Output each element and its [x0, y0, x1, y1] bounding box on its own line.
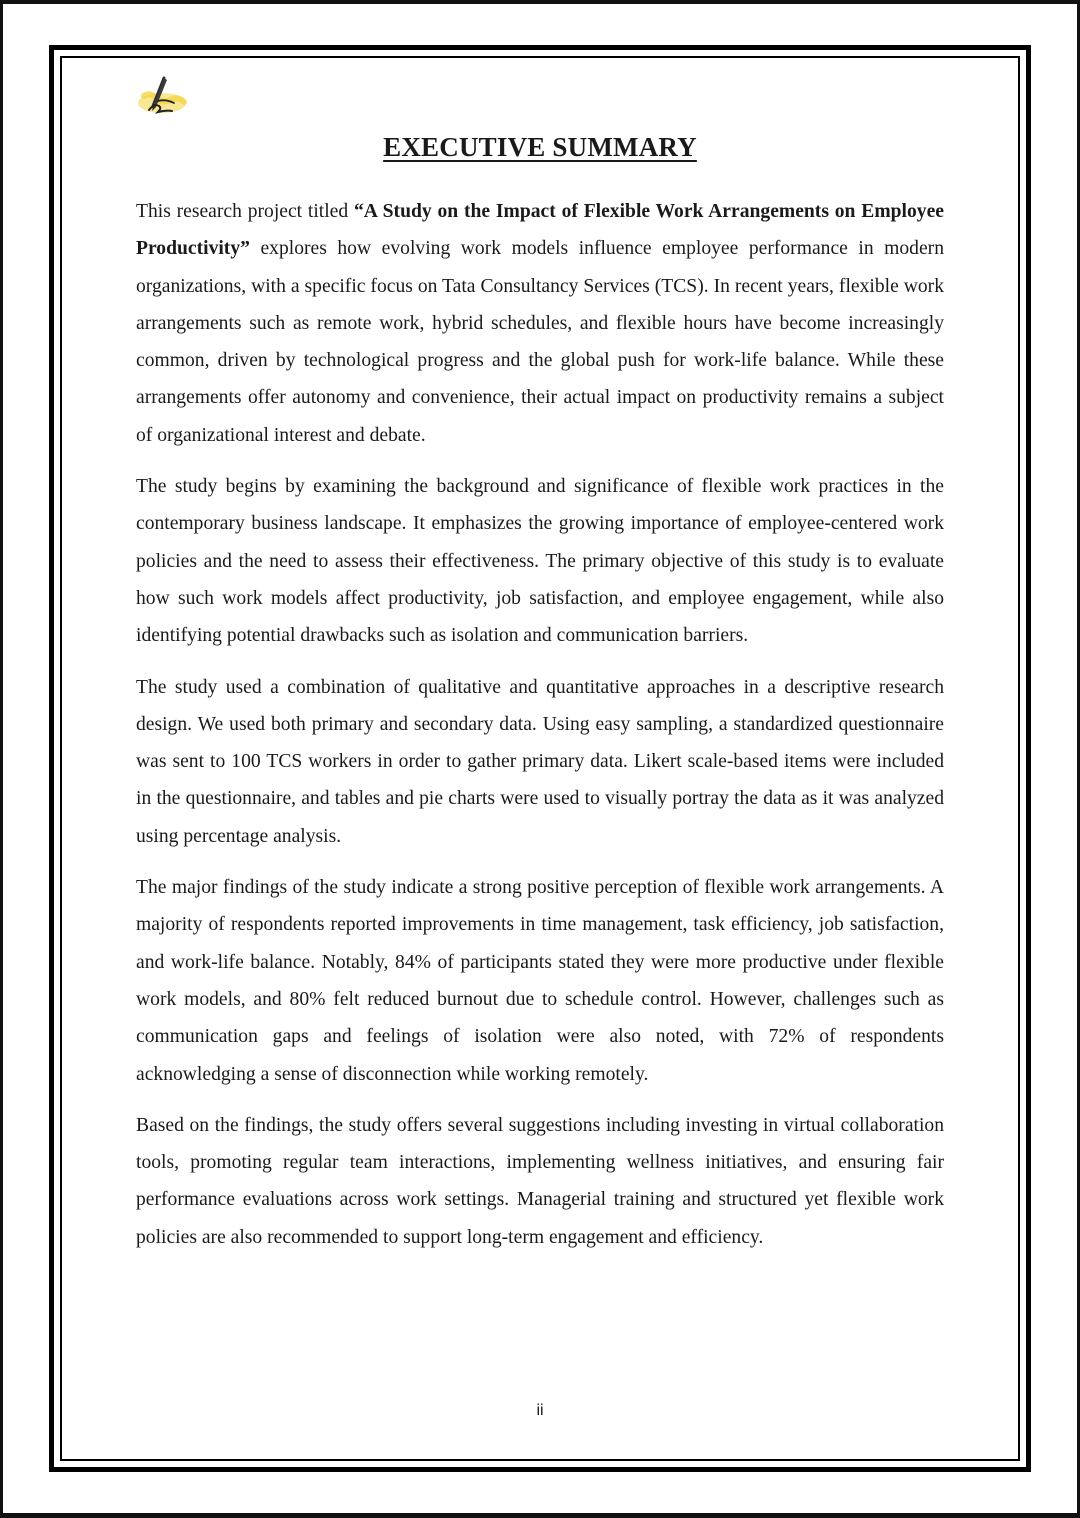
summary-body	[136, 193, 944, 1270]
paragraph-intro	[136, 193, 944, 454]
paragraph-background: The study begins by examining the background and significance of flexible work practices in the contemporary business landscape. It emphasizes the growing importance of employee-centered work policies and the need to assess their effectiveness. The primary objective of this study is to evaluate how such work models affect productivity, job satisfaction, and employee engagement, while also identifying potential drawbacks such as isolation and communication barriers.	[136, 476, 944, 647]
paragraph-findings: The major findings of the study indicate a strong positive perception of flexible work arrangements. A majority of respondents reported improvements in time management, task efficiency, job satisfaction, and work-life balance. Notably, 84% of participants stated they were more productive under flexible work models, and 80% felt reduced burnout due to schedule control. However, challenges such as communication gaps and feelings of isolation were also noted, with 72% of respondents acknowledging a sense of disconnection while working remotely.	[136, 877, 944, 1085]
paragraph-methodology: The study used a combination of qualitative and quantitative approaches in a descriptive research design. We used both primary and secondary data. Using easy sampling, a standardized questionnaire was sent to 100 TCS workers in order to gather primary data. Likert scale-based items were included in the questionnaire, and tables and pie charts were used to visually portray the data as it was analyzed using percentage analysis.	[136, 676, 944, 847]
pen-writing-icon	[136, 74, 188, 118]
page-title: EXECUTIVE SUMMARY	[383, 132, 697, 162]
page-number: ii	[536, 1402, 544, 1419]
paragraph-intro-lead: This research project titled	[136, 201, 354, 222]
paragraph-intro-rest: explores how evolving work models influence employee performance in modern organizations, with a specific focus on Tata Consultancy Services (TCS). In recent years, flexible work arrangements such as remote work, hybrid schedules, and flexible hours have become increasingly common, driven by technological progress and the global push for work-life balance. While these arrangements offer autonomy and convenience, their actual impact on productivity remains a subject of organizational interest and debate.	[136, 238, 944, 446]
paragraph-suggestions: Based on the findings, the study offers several suggestions including investing in virtual collaboration tools, promoting regular team interactions, implementing wellness initiatives, and ensuring fair performance evaluations across work settings. Managerial training and structured yet flexible work policies are also recommended to support long-term engagement and efficiency.	[136, 1114, 944, 1248]
project-title-bold: “A Study on the Impact of Flexible Work Arrangements on Employee Productivity”	[136, 201, 944, 260]
